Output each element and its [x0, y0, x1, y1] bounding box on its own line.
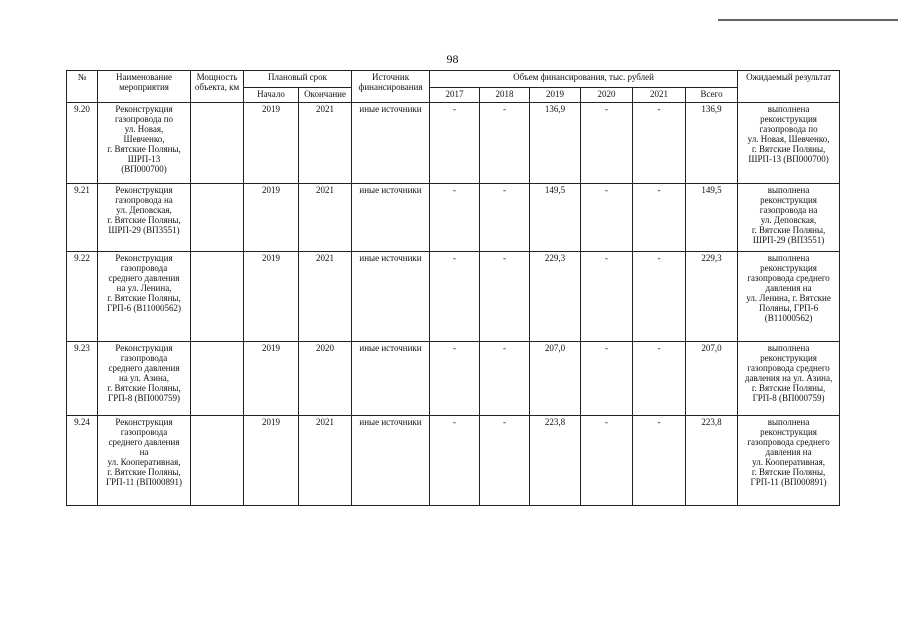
- cell-start: 2019: [244, 252, 299, 342]
- cell-2019: 136,9: [530, 103, 581, 184]
- cell-total: 149,5: [686, 184, 738, 252]
- cell-2021: -: [633, 416, 686, 506]
- header-end: Окончание: [299, 88, 352, 103]
- cell-2017: -: [430, 416, 480, 506]
- cell-source: иные источники: [352, 416, 430, 506]
- cell-start: 2019: [244, 103, 299, 184]
- header-2017: 2017: [430, 88, 480, 103]
- cell-num: 9.20: [67, 103, 98, 184]
- cell-2019: 223,8: [530, 416, 581, 506]
- header-num: №: [67, 71, 98, 103]
- cell-result: выполнена реконструкция газопровода по ул. Новая, Шевченко, г. Вятские Поляны, ШРП-13 (ВП000700): [738, 103, 840, 184]
- cell-result: выполнена реконструкция газопровода на ул. Деповская, г. Вятские Поляны, ШРП-29 (ВП3551): [738, 184, 840, 252]
- cell-source: иные источники: [352, 252, 430, 342]
- cell-source: иные источники: [352, 342, 430, 416]
- cell-num: 9.21: [67, 184, 98, 252]
- cell-end: 2020: [299, 342, 352, 416]
- cell-total: 223,8: [686, 416, 738, 506]
- cell-2020: -: [581, 252, 633, 342]
- cell-capacity: [191, 342, 244, 416]
- cell-2021: -: [633, 342, 686, 416]
- cell-2019: 229,3: [530, 252, 581, 342]
- header-capacity: Мощность объекта, км: [191, 71, 244, 103]
- cell-result: выполнена реконструкция газопровода среднего давления на ул. Кооперативная, г. Вятские Поляны, ГРП-11 (ВП000891): [738, 416, 840, 506]
- cell-source: иные источники: [352, 184, 430, 252]
- cell-2018: -: [480, 416, 530, 506]
- cell-total: 136,9: [686, 103, 738, 184]
- cell-2018: -: [480, 184, 530, 252]
- cell-name: Реконструкция газопровода среднего давления на ул. Кооперативная, г. Вятские Поляны, ГРП-11 (ВП000891): [98, 416, 191, 506]
- cell-2018: -: [480, 252, 530, 342]
- cell-total: 207,0: [686, 342, 738, 416]
- cell-end: 2021: [299, 252, 352, 342]
- scan-artifact-line: [718, 19, 898, 21]
- cell-capacity: [191, 103, 244, 184]
- cell-2021: -: [633, 103, 686, 184]
- cell-num: 9.24: [67, 416, 98, 506]
- cell-name: Реконструкция газопровода среднего давления на ул. Ленина, г. Вятские Поляны, ГРП-6 (В11000562): [98, 252, 191, 342]
- header-name: Наименование мероприятия: [98, 71, 191, 103]
- cell-end: 2021: [299, 416, 352, 506]
- cell-start: 2019: [244, 184, 299, 252]
- header-2018: 2018: [480, 88, 530, 103]
- table-header-row: [67, 71, 840, 88]
- cell-2017: -: [430, 342, 480, 416]
- cell-capacity: [191, 184, 244, 252]
- cell-2019: 149,5: [530, 184, 581, 252]
- cell-name: Реконструкция газопровода по ул. Новая, Шевченко, г. Вятские Поляны, ШРП-13 (ВП000700): [98, 103, 191, 184]
- header-result: Ожидаемый результат: [738, 71, 840, 103]
- cell-name: Реконструкция газопровода на ул. Деповская, г. Вятские Поляны, ШРП-29 (ВП3551): [98, 184, 191, 252]
- cell-result: выполнена реконструкция газопровода среднего давления на ул. Азина, г. Вятские Поляны, ГРП-8 (ВП000759): [738, 342, 840, 416]
- header-funding: Объем финансирования, тыс. рублей: [430, 71, 738, 88]
- cell-2018: -: [480, 342, 530, 416]
- header-total: Всего: [686, 88, 738, 103]
- cell-capacity: [191, 416, 244, 506]
- header-2019: 2019: [530, 88, 581, 103]
- cell-2021: -: [633, 252, 686, 342]
- cell-2018: -: [480, 103, 530, 184]
- header-2020: 2020: [581, 88, 633, 103]
- cell-num: 9.22: [67, 252, 98, 342]
- table-row: [67, 252, 840, 342]
- cell-name: Реконструкция газопровода среднего давления на ул. Азина, г. Вятские Поляны, ГРП-8 (ВП000759): [98, 342, 191, 416]
- cell-result: выполнена реконструкция газопровода среднего давления на ул. Ленина, г. Вятские Поляны, ГРП-6 (В11000562): [738, 252, 840, 342]
- cell-start: 2019: [244, 416, 299, 506]
- cell-2017: -: [430, 103, 480, 184]
- cell-end: 2021: [299, 103, 352, 184]
- header-start: Начало: [244, 88, 299, 103]
- cell-2020: -: [581, 342, 633, 416]
- cell-total: 229,3: [686, 252, 738, 342]
- cell-2019: 207,0: [530, 342, 581, 416]
- cell-2017: -: [430, 252, 480, 342]
- funding-table: [66, 70, 840, 506]
- page-number: 98: [446, 52, 459, 66]
- cell-2020: -: [581, 103, 633, 184]
- cell-2017: -: [430, 184, 480, 252]
- cell-num: 9.23: [67, 342, 98, 416]
- table-row: [67, 416, 840, 506]
- table-row: [67, 184, 840, 252]
- cell-2020: -: [581, 416, 633, 506]
- cell-end: 2021: [299, 184, 352, 252]
- table-row: [67, 103, 840, 184]
- header-2021: 2021: [633, 88, 686, 103]
- cell-capacity: [191, 252, 244, 342]
- cell-2020: -: [581, 184, 633, 252]
- table-row: [67, 342, 840, 416]
- cell-start: 2019: [244, 342, 299, 416]
- header-source: Источник финансирования: [352, 71, 430, 103]
- cell-source: иные источники: [352, 103, 430, 184]
- header-planned-term: Плановый срок: [244, 71, 352, 88]
- cell-2021: -: [633, 184, 686, 252]
